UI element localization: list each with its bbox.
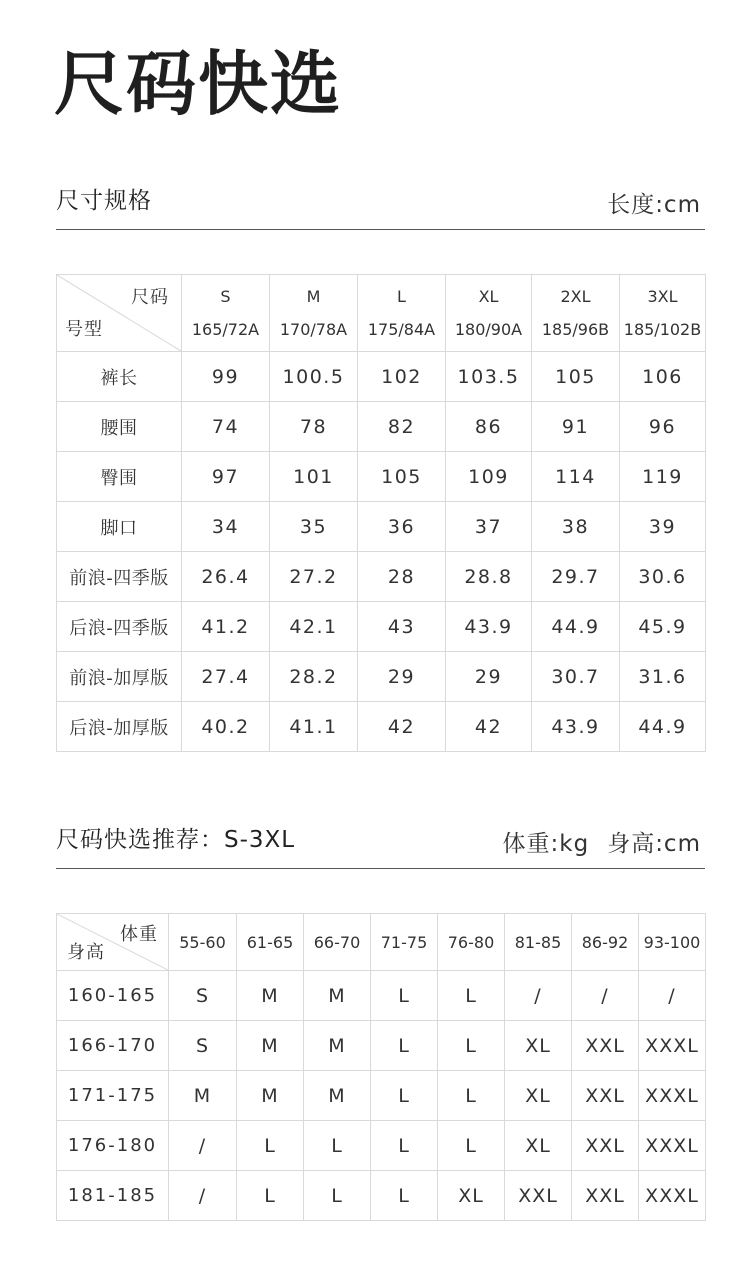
recommended-size-cell: L (237, 1121, 304, 1171)
value-cell: 100.5 (270, 352, 358, 402)
table-row (57, 602, 706, 652)
spec-section-header (56, 186, 705, 230)
value-cell: 43.9 (446, 602, 532, 652)
recommended-size-cell: / (572, 971, 639, 1021)
model-label: 175/84A (367, 320, 436, 339)
value-cell: 44.9 (620, 702, 706, 752)
recommended-size-cell: XXL (572, 1071, 639, 1121)
recommended-size-cell: XXL (505, 1171, 572, 1221)
value-cell: 105 (358, 452, 446, 502)
value-cell: 40.2 (182, 702, 270, 752)
recommended-size-cell: M (237, 1071, 304, 1121)
table-row (57, 652, 706, 702)
value-cell: 42 (446, 702, 532, 752)
weight-header-cell: 55-60 (169, 914, 237, 971)
recommended-size-cell: XXL (572, 1021, 639, 1071)
row-label: 脚口 (57, 502, 182, 552)
value-cell: 102 (358, 352, 446, 402)
size-label: 2XL (560, 287, 591, 306)
value-cell: 36 (358, 502, 446, 552)
size-header-cell (620, 275, 706, 352)
value-cell: 44.9 (532, 602, 620, 652)
size-header-cell (358, 275, 446, 352)
spec-unit-label: 长度:cm (607, 192, 701, 218)
recommended-size-cell: XL (505, 1071, 572, 1121)
table-row (57, 352, 706, 402)
value-cell: 43.9 (532, 702, 620, 752)
value-cell: 109 (446, 452, 532, 502)
recommended-size-cell: L (438, 1121, 505, 1171)
value-cell: 35 (270, 502, 358, 552)
value-cell: 34 (182, 502, 270, 552)
value-cell: 42.1 (270, 602, 358, 652)
height-row-label: 181-185 (57, 1171, 169, 1221)
value-cell: 103.5 (446, 352, 532, 402)
row-label: 后浪-加厚版 (57, 702, 182, 752)
corner-column-label: 尺码 (131, 287, 169, 308)
value-cell: 114 (532, 452, 620, 502)
table-row (57, 502, 706, 552)
table-row (57, 1071, 706, 1121)
recommended-size-cell: M (304, 1071, 371, 1121)
weight-header-cell: 71-75 (371, 914, 438, 971)
size-header-cell (182, 275, 270, 352)
size-header-cell (532, 275, 620, 352)
size-label: 3XL (647, 287, 678, 306)
recommended-size-cell: L (237, 1171, 304, 1221)
height-row-label: 171-175 (57, 1071, 169, 1121)
value-cell: 78 (270, 402, 358, 452)
value-cell: 41.1 (270, 702, 358, 752)
recommended-size-cell: L (438, 971, 505, 1021)
table-row (57, 552, 706, 602)
model-label: 180/90A (454, 320, 523, 339)
value-cell: 29.7 (532, 552, 620, 602)
value-cell: 106 (620, 352, 706, 402)
row-label: 后浪-四季版 (57, 602, 182, 652)
size-label: M (306, 287, 321, 306)
weight-header-cell: 81-85 (505, 914, 572, 971)
corner-column-label: 体重 (120, 924, 158, 945)
model-label: 185/102B (623, 320, 702, 339)
recommended-size-cell: L (438, 1021, 505, 1071)
recommended-size-cell: M (304, 1021, 371, 1071)
recommended-size-cell: L (371, 1021, 438, 1071)
height-row-label: 160-165 (57, 971, 169, 1021)
recommended-size-cell: XXXL (639, 1021, 706, 1071)
recommended-size-cell: L (438, 1071, 505, 1121)
size-recommendation-table (56, 913, 706, 1221)
recommended-size-cell: / (505, 971, 572, 1021)
table-row (57, 1171, 706, 1221)
size-label: S (220, 287, 231, 306)
value-cell: 30.6 (620, 552, 706, 602)
recommended-size-cell: M (169, 1071, 237, 1121)
value-cell: 119 (620, 452, 706, 502)
weight-header-cell: 66-70 (304, 914, 371, 971)
header-corner-cell (57, 275, 182, 352)
value-cell: 105 (532, 352, 620, 402)
model-label: 185/96B (541, 320, 610, 339)
page-title: 尺码快选 (54, 43, 342, 125)
recommended-size-cell: XL (438, 1171, 505, 1221)
recommended-size-cell: XXL (572, 1171, 639, 1221)
value-cell: 101 (270, 452, 358, 502)
height-row-label: 166-170 (57, 1021, 169, 1071)
table-row (57, 971, 706, 1021)
value-cell: 99 (182, 352, 270, 402)
value-cell: 42 (358, 702, 446, 752)
value-cell: 39 (620, 502, 706, 552)
weight-header-cell: 76-80 (438, 914, 505, 971)
value-cell: 37 (446, 502, 532, 552)
recommended-size-cell: M (237, 1021, 304, 1071)
row-label: 前浪-四季版 (57, 552, 182, 602)
value-cell: 28.2 (270, 652, 358, 702)
table-row (57, 402, 706, 452)
corner-row-label: 身高 (67, 942, 105, 963)
recommended-size-cell: XXXL (639, 1071, 706, 1121)
table-header-row (57, 275, 706, 352)
rec-unit-labels (503, 825, 701, 858)
model-label: 170/78A (279, 320, 348, 339)
table-row (57, 702, 706, 752)
value-cell: 41.2 (182, 602, 270, 652)
size-label: L (397, 287, 406, 306)
recommended-size-cell: L (371, 971, 438, 1021)
value-cell: 91 (532, 402, 620, 452)
height-unit-label: 身高:cm (607, 831, 701, 857)
value-cell: 97 (182, 452, 270, 502)
value-cell: 82 (358, 402, 446, 452)
value-cell: 29 (446, 652, 532, 702)
weight-header-cell: 86-92 (572, 914, 639, 971)
recommended-size-cell: S (169, 971, 237, 1021)
recommended-size-cell: M (304, 971, 371, 1021)
value-cell: 27.4 (182, 652, 270, 702)
rec-section-header (56, 825, 705, 869)
size-header-cell (446, 275, 532, 352)
corner-row-label: 号型 (65, 319, 103, 340)
recommended-size-cell: L (304, 1121, 371, 1171)
value-cell: 45.9 (620, 602, 706, 652)
row-label: 腰围 (57, 402, 182, 452)
header-corner-cell (57, 914, 169, 971)
value-cell: 26.4 (182, 552, 270, 602)
value-cell: 30.7 (532, 652, 620, 702)
row-label: 前浪-加厚版 (57, 652, 182, 702)
value-cell: 27.2 (270, 552, 358, 602)
recommended-size-cell: XXL (572, 1121, 639, 1171)
table-row (57, 1121, 706, 1171)
recommended-size-cell: / (639, 971, 706, 1021)
size-spec-table (56, 274, 706, 752)
weight-header-cell: 93-100 (639, 914, 706, 971)
table-row (57, 452, 706, 502)
row-label: 臀围 (57, 452, 182, 502)
value-cell: 38 (532, 502, 620, 552)
size-label: XL (478, 287, 499, 306)
weight-unit-label: 体重:kg (502, 831, 590, 857)
size-header-cell (270, 275, 358, 352)
recommended-size-cell: S (169, 1021, 237, 1071)
recommended-size-cell: L (371, 1121, 438, 1171)
height-row-label: 176-180 (57, 1121, 169, 1171)
table-header-row (57, 914, 706, 971)
recommended-size-cell: M (237, 971, 304, 1021)
recommended-size-cell: XL (505, 1021, 572, 1071)
recommended-size-cell: XL (505, 1121, 572, 1171)
row-label: 裤长 (57, 352, 182, 402)
model-label: 165/72A (191, 320, 260, 339)
value-cell: 29 (358, 652, 446, 702)
recommended-size-cell: / (169, 1171, 237, 1221)
value-cell: 43 (358, 602, 446, 652)
recommended-size-cell: XXXL (639, 1121, 706, 1171)
recommended-size-cell: L (304, 1171, 371, 1221)
recommended-size-cell: L (371, 1171, 438, 1221)
value-cell: 31.6 (620, 652, 706, 702)
recommended-size-cell: / (169, 1121, 237, 1171)
value-cell: 86 (446, 402, 532, 452)
value-cell: 96 (620, 402, 706, 452)
recommended-size-cell: XXXL (639, 1171, 706, 1221)
recommended-size-cell: L (371, 1071, 438, 1121)
spec-section-heading: 尺寸规格 (56, 188, 152, 214)
value-cell: 28.8 (446, 552, 532, 602)
weight-header-cell: 61-65 (237, 914, 304, 971)
rec-section-heading: 尺码快选推荐：S-3XL (56, 827, 296, 853)
value-cell: 28 (358, 552, 446, 602)
table-row (57, 1021, 706, 1071)
value-cell: 74 (182, 402, 270, 452)
